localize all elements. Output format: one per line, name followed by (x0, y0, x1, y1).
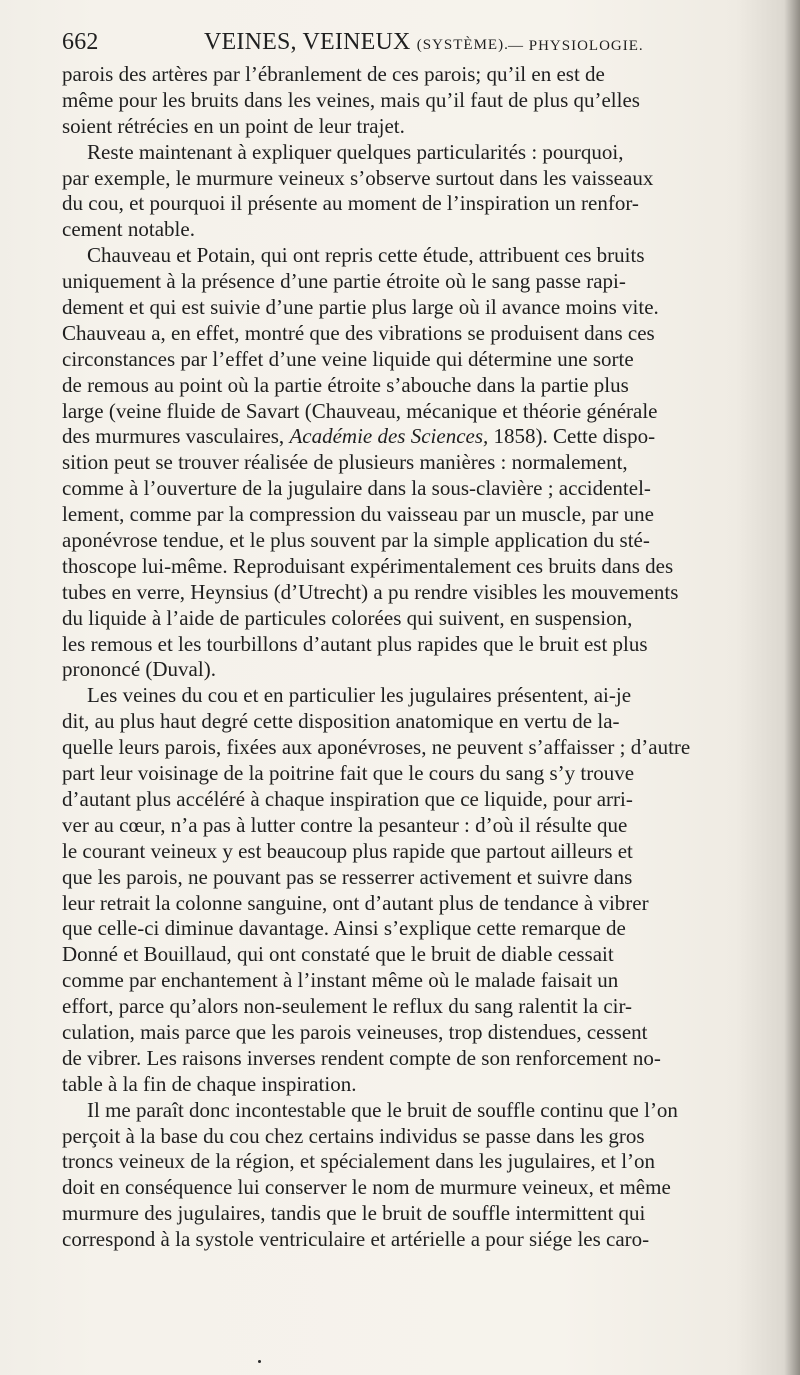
text-line: que celle-ci diminue davantage. Ainsi s’explique cette remarque de (62, 916, 626, 941)
paragraph-start-line: Les veines du cou et en particulier les jugulaires présentent, ai-je (87, 683, 632, 708)
text-line: uniquement à la présence d’une partie étroite où le sang passe rapi- (62, 269, 626, 294)
page-header (62, 28, 746, 56)
text-line: par exemple, le murmure veineux s’observe surtout dans les vaisseaux (62, 165, 654, 190)
header-separator: — (508, 38, 524, 54)
italic-citation: Académie des Sciences, (289, 424, 489, 449)
text-line: cement notable. (62, 217, 195, 242)
text-line: les remous et les tourbillons d’autant plus rapides que le bruit est plus (62, 631, 648, 656)
text-line: part leur voisinage de la poitrine fait que le cours du sang s’y trouve (62, 761, 635, 786)
text-line: que les parois, ne pouvant pas se resserrer activement et suivre dans (62, 864, 633, 889)
text-line: doit en conséquence lui conserver le nom de murmure veineux, et même (62, 1175, 671, 1200)
body-text (62, 62, 750, 1253)
running-title (204, 28, 509, 59)
text-line: comme à l’ouverture de la jugulaire dans la sous-clavière ; accidentel- (62, 476, 651, 501)
paragraph-start-line: Reste maintenant à expliquer quelques particularités : pourquoi, (87, 139, 624, 164)
text-line: dit, au plus haut degré cette disposition anatomique en vertu de la- (62, 709, 620, 734)
text-line: table à la fin de chaque inspiration. (62, 1071, 357, 1096)
ink-speck (258, 1360, 261, 1363)
text-line: correspond à la systole ventriculaire et artérielle a pour siége les caro- (62, 1227, 650, 1252)
text-line: de remous au point où la partie étroite s’abouche dans la partie plus (62, 372, 629, 397)
text-line: dement et qui est suivie d’une partie plus large où il avance moins vite. (62, 295, 659, 320)
text-fragment: des murmures vasculaires, (62, 424, 285, 449)
system-label: (SYSTÈME). (416, 37, 509, 53)
text-fragment: 1858). Cette dispo- (493, 424, 656, 449)
text-line: parois des artères par l’ébranlement de ces parois; qu’il en est de (62, 62, 605, 86)
text-line: ver au cœur, n’a pas à lutter contre la pesanteur : d’où il résulte que (62, 812, 628, 837)
text-line: sition peut se trouver réalisée de plusieurs manières : normalement, (62, 450, 628, 475)
physiology-label: PHYSIOLOGIE. (528, 38, 644, 54)
page-number: 662 (62, 29, 99, 55)
text-line: de vibrer. Les raisons inverses rendent compte de son renforcement no- (62, 1045, 661, 1070)
text-line: large (veine fluide de Savart (Chauveau, mécanique et théorie générale (62, 398, 658, 423)
text-line: culation, mais parce que les parois veineuses, trop distendues, cessent (62, 1019, 648, 1044)
text-line: même pour les bruits dans les veines, mais qu’il faut de plus qu’elles (62, 87, 640, 112)
text-line: aponévrose tendue, et le plus souvent par la simple application du sté- (62, 528, 650, 553)
paragraph-start-line: Chauveau et Potain, qui ont repris cette étude, attribuent ces bruits (87, 243, 645, 268)
mixed-text-line (62, 424, 750, 450)
text-line: d’autant plus accéléré à chaque inspiration que ce liquide, pour arri- (62, 786, 633, 811)
text-line: quelle leurs parois, fixées aux aponévroses, ne peuvent s’affaisser ; d’autre (62, 735, 691, 760)
physiology-header (508, 32, 644, 60)
text-line: du cou, et pourquoi il présente au moment de l’inspiration un renfor- (62, 191, 639, 216)
text-line: thoscope lui-même. Reproduisant expérimentalement ces bruits dans des (62, 553, 674, 578)
text-line: prononcé (Duval). (62, 657, 216, 682)
running-title-main: VEINES, VEINEUX (204, 29, 411, 55)
text-line: soient rétrécies en un point de leur trajet. (62, 113, 405, 138)
text-line: Chauveau a, en effet, montré que des vibrations se produisent dans ces (62, 320, 655, 345)
text-line: leur retrait la colonne sanguine, ont d’autant plus de tendance à vibrer (62, 890, 649, 915)
text-line: perçoit à la base du cou chez certains individus se passe dans les gros (62, 1123, 645, 1148)
text-line: tubes en verre, Heynsius (d’Utrecht) a pu rendre visibles les mouvements (62, 579, 679, 604)
text-line: murmure des jugulaires, tandis que le bruit de souffle intermittent qui (62, 1201, 646, 1226)
text-line: circonstances par l’effet d’une veine liquide qui détermine une sorte (62, 346, 634, 371)
text-line: lement, comme par la compression du vaisseau par un muscle, par une (62, 502, 654, 527)
text-line: Donné et Bouillaud, qui ont constaté que le bruit de diable cessait (62, 942, 614, 967)
text-line: troncs veineux de la région, et spécialement dans les jugulaires, et l’on (62, 1149, 656, 1174)
text-line: le courant veineux y est beaucoup plus rapide que partout ailleurs et (62, 838, 633, 863)
paragraph-start-line: Il me paraît donc incontestable que le bruit de souffle continu que l’on (87, 1097, 678, 1122)
text-line: effort, parce qu’alors non-seulement le reflux du sang ralentit la cir- (62, 994, 633, 1019)
text-line: comme par enchantement à l’instant même où le malade faisait un (62, 968, 619, 993)
text-line: du liquide à l’aide de particules colorées qui suivent, en suspension, (62, 605, 633, 630)
